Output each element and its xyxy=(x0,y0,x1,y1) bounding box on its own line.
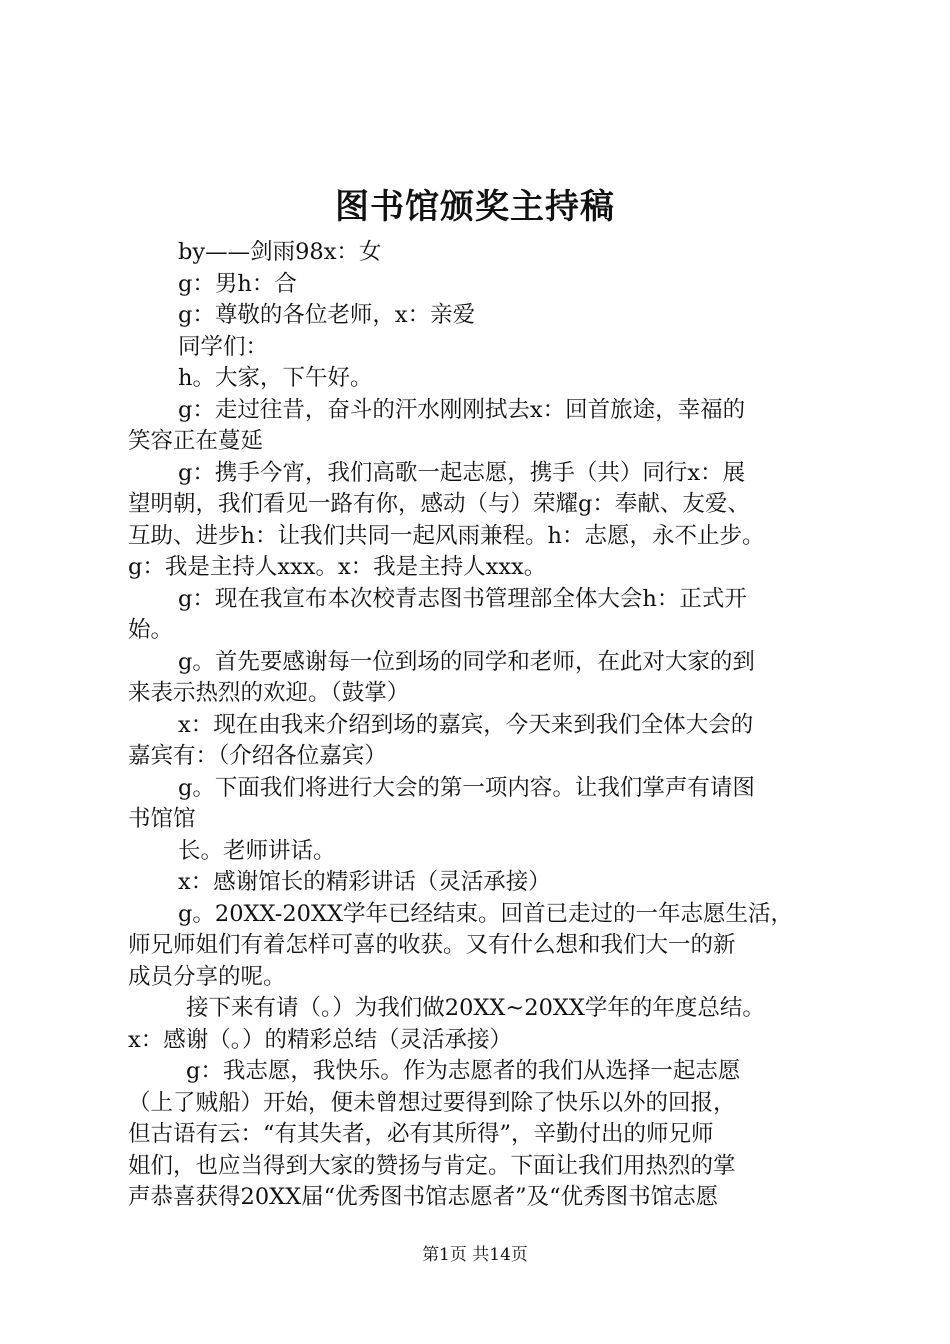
text-line: （上了贼船）开始，便未曾想过要得到除了快乐以外的回报， xyxy=(128,1089,736,1116)
text-line: 接下来有请（。）为我们做20XX~20XX学年的年度总结。 xyxy=(186,995,765,1021)
text-line: 成员分享的呢。 xyxy=(128,963,286,990)
text-line: 书馆馆 xyxy=(128,806,196,832)
text-line: g。首先要感谢每一位到场的同学和老师，在此对大家的到 xyxy=(178,648,755,675)
text-line: 师兄师姐们有着怎样可喜的收获。又有什么想和我们大一的新 xyxy=(128,932,736,958)
text-line: x：现在由我来介绍到场的嘉宾，今天来到我们全体大会的 xyxy=(178,711,754,738)
text-line: 来表示热烈的欢迎。（鼓掌） xyxy=(128,680,410,706)
text-line: 嘉宾有：（介绍各位嘉宾） xyxy=(128,743,387,769)
text-line: h。大家，下午好。 xyxy=(178,365,373,391)
text-line: g：现在我宣布本次校青志图书管理部全体大会h：正式开 xyxy=(178,585,747,612)
text-line: g。下面我们将进行大会的第一项内容。让我们掌声有请图 xyxy=(178,774,755,801)
text-line: g：我是主持人xxx。x：我是主持人xxx。 xyxy=(128,554,547,580)
text-line: 始。 xyxy=(128,617,174,643)
text-line: 互助、进步h：让我们共同一起风雨兼程。h：志愿，永不止步。 xyxy=(128,522,765,549)
document-title: 图书馆颁奖主持稿 xyxy=(335,187,615,227)
text-line: 笑容正在蔓延 xyxy=(128,428,264,454)
text-line: 姐们，也应当得到大家的赞扬与肯定。下面让我们用热烈的掌 xyxy=(128,1152,736,1179)
text-line: x：感谢馆长的精彩讲话（灵活承接） xyxy=(178,869,551,895)
page-footer: 第1页 共14页 xyxy=(422,1245,528,1265)
document-body xyxy=(128,237,838,1214)
text-line: 声恭喜获得20XX届“优秀图书馆志愿者”及“优秀图书馆志愿 xyxy=(128,1184,719,1210)
text-line: g：男h：合 xyxy=(178,270,297,297)
text-line: 但古语有云：“有其失者，必有其所得”，辛勤付出的师兄师 xyxy=(128,1121,714,1147)
text-line: g。20XX-20XX学年已经结束。回首已走过的一年志愿生活， xyxy=(178,900,794,927)
text-line: g：走过往昔，奋斗的汗水刚刚拭去x：回首旅途，幸福的 xyxy=(178,396,746,423)
text-line: x：感谢（。）的精彩总结（灵活承接） xyxy=(128,1026,512,1053)
text-line: 长。老师讲话。 xyxy=(178,837,336,864)
text-line: 同学们： xyxy=(178,333,269,360)
text-line: g：我志愿，我快乐。作为志愿者的我们从选择一起志愿 xyxy=(186,1058,741,1084)
text-line: 望明朝，我们看见一路有你，感动（与）荣耀g：奉献、友爱、 xyxy=(128,491,750,517)
text-line: g：携手今宵，我们高歌一起志愿，携手（共）同行x：展 xyxy=(178,459,746,486)
text-line: by——剑雨98x：女 xyxy=(178,239,382,265)
text-line: g：尊敬的各位老师，x：亲爱 xyxy=(178,302,476,328)
